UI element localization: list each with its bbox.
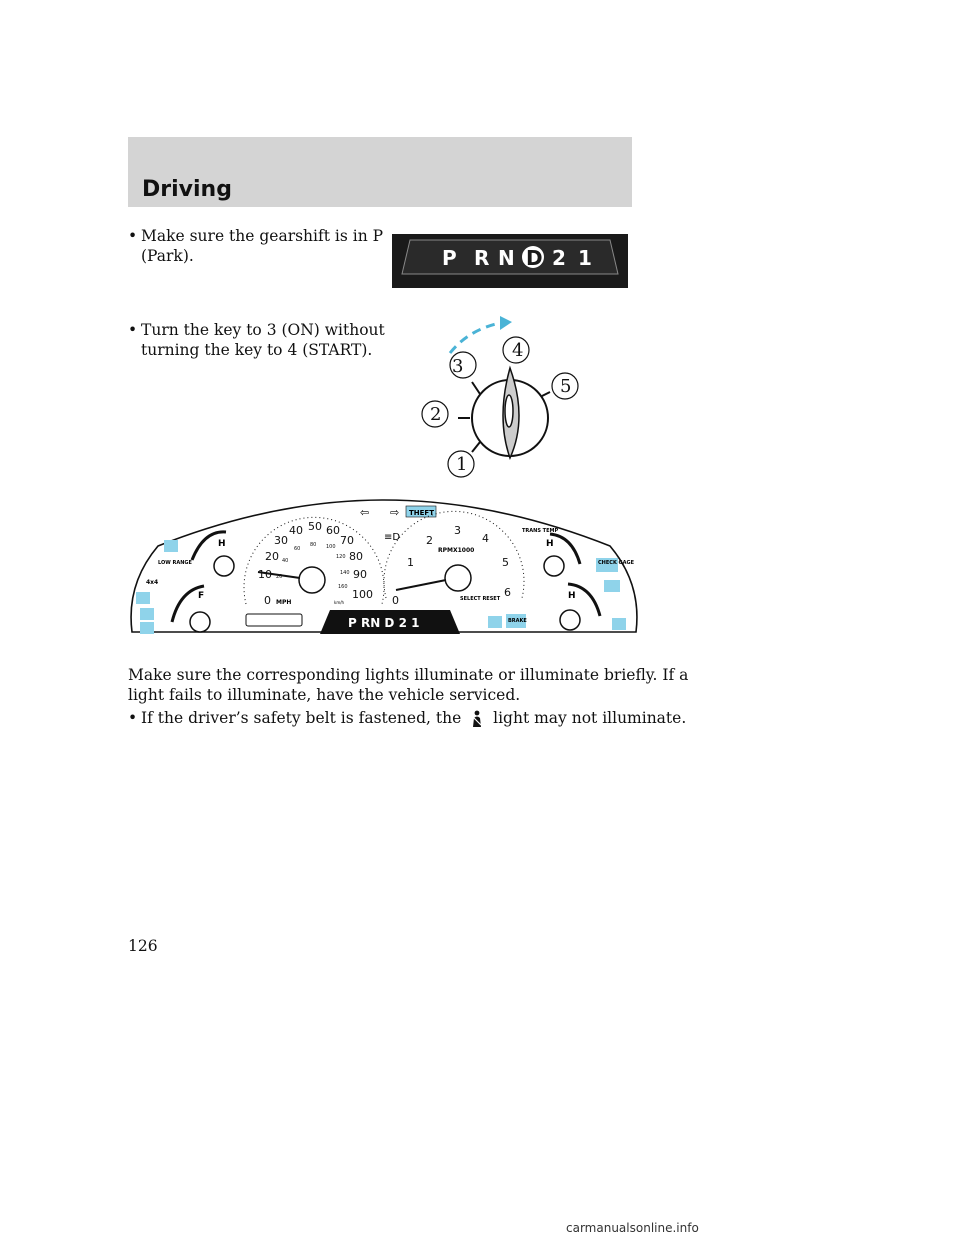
illumination-paragraph bbox=[128, 665, 689, 705]
gear-letter: 1 bbox=[578, 246, 592, 270]
rpm-tick: 4 bbox=[482, 532, 489, 545]
ignition-position-label: 3 bbox=[452, 356, 464, 377]
brake-label: BRAKE bbox=[508, 618, 527, 624]
four-by-four-label: 4x4 bbox=[146, 579, 159, 586]
turn-signal-right-icon: ⇨ bbox=[390, 506, 400, 519]
bullet-line: Make sure the gearshift is in P bbox=[141, 227, 384, 245]
speed-tick: 30 bbox=[274, 534, 288, 547]
speed-tick: 50 bbox=[308, 520, 322, 533]
speed-tick: 80 bbox=[349, 550, 363, 563]
kmh-tick: 80 bbox=[310, 542, 317, 548]
kmh-tick: 20 bbox=[276, 574, 283, 580]
cluster-prndl: P RN D 2 1 bbox=[348, 616, 420, 630]
rpm-tick: 6 bbox=[504, 586, 511, 599]
paragraph-line: light fails to illuminate, have the vehicle serviced. bbox=[128, 686, 521, 704]
trans-temp-label: TRANS TEMP bbox=[522, 528, 559, 534]
speed-tick: 60 bbox=[326, 524, 340, 537]
bullet-dot: • bbox=[128, 709, 138, 727]
bullet-dot: • bbox=[128, 321, 138, 339]
rpm-label: RPMX1000 bbox=[438, 547, 475, 554]
ignition-position-label: 2 bbox=[430, 404, 442, 425]
turn-signal-left-icon: ⇦ bbox=[360, 506, 370, 519]
gear-letter: R bbox=[474, 246, 490, 270]
kmh-tick: 60 bbox=[294, 546, 301, 552]
gear-indicator-illustration bbox=[392, 234, 628, 288]
kmh-unit: km/h bbox=[334, 600, 345, 605]
kmh-tick: 120 bbox=[336, 554, 346, 560]
belt-note-text: If the driver’s safety belt is fastened, the bbox=[141, 709, 462, 727]
rpm-tick: 3 bbox=[454, 524, 461, 537]
rpm-tick: 0 bbox=[392, 594, 399, 607]
seatbelt-icon bbox=[468, 710, 486, 728]
gear-letter-selected: D bbox=[526, 246, 543, 270]
bullet-line: (Park). bbox=[141, 247, 194, 265]
trans-gauge-h: H bbox=[546, 539, 554, 549]
bullet-line: turning the key to 4 (START). bbox=[141, 341, 373, 359]
speed-tick: 100 bbox=[352, 588, 373, 601]
paragraph-line: Make sure the corresponding lights illuminate or illuminate briefly. If a bbox=[128, 666, 689, 684]
bullet-ignition bbox=[128, 320, 388, 360]
speed-tick: 0 bbox=[264, 594, 271, 607]
theft-indicator: THEFT bbox=[409, 509, 434, 517]
gear-letter: N bbox=[498, 246, 515, 270]
rpm-tick: 1 bbox=[407, 556, 414, 569]
select-reset-label: SELECT RESET bbox=[460, 596, 501, 602]
oil-gauge-h: H bbox=[218, 539, 226, 549]
low-range-label: LOW RANGE bbox=[158, 560, 192, 566]
kmh-tick: 160 bbox=[338, 584, 348, 590]
section-title: Driving bbox=[142, 177, 232, 202]
watermark: carmanualsonline.info bbox=[566, 1221, 699, 1235]
speed-tick: 70 bbox=[340, 534, 354, 547]
bullet-dot: • bbox=[128, 227, 138, 245]
kmh-tick: 40 bbox=[282, 558, 289, 564]
rpm-tick: 2 bbox=[426, 534, 433, 547]
ignition-position-label: 5 bbox=[560, 376, 572, 397]
bullet-gearshift bbox=[128, 226, 388, 266]
bullet-line: Turn the key to 3 (ON) without bbox=[141, 321, 385, 339]
belt-note-text: light may not illuminate. bbox=[493, 709, 687, 727]
rpm-tick: 5 bbox=[502, 556, 509, 569]
speed-tick: 20 bbox=[265, 550, 279, 563]
page-number: 126 bbox=[128, 937, 158, 955]
gear-letter: P bbox=[442, 246, 457, 270]
high-beam-icon: ≡D bbox=[384, 532, 401, 543]
ignition-position-label: 4 bbox=[512, 340, 524, 361]
speed-unit: MPH bbox=[276, 599, 292, 606]
temp-gauge-h: H bbox=[568, 591, 576, 601]
ignition-switch-illustration bbox=[410, 308, 590, 488]
section-header bbox=[128, 137, 632, 207]
ignition-position-label: 1 bbox=[456, 454, 468, 475]
kmh-tick: 140 bbox=[340, 570, 350, 576]
check-gage-label: CHECK GAGE bbox=[598, 560, 635, 566]
kmh-tick: 100 bbox=[326, 544, 336, 550]
gear-letter: 2 bbox=[552, 246, 566, 270]
bullet-belt-note bbox=[128, 708, 687, 730]
speed-tick: 10 bbox=[258, 568, 272, 581]
instrument-cluster-illustration bbox=[124, 494, 644, 644]
speed-tick: 90 bbox=[353, 568, 367, 581]
fuel-gauge-f: F bbox=[198, 591, 205, 601]
speed-tick: 40 bbox=[289, 524, 303, 537]
